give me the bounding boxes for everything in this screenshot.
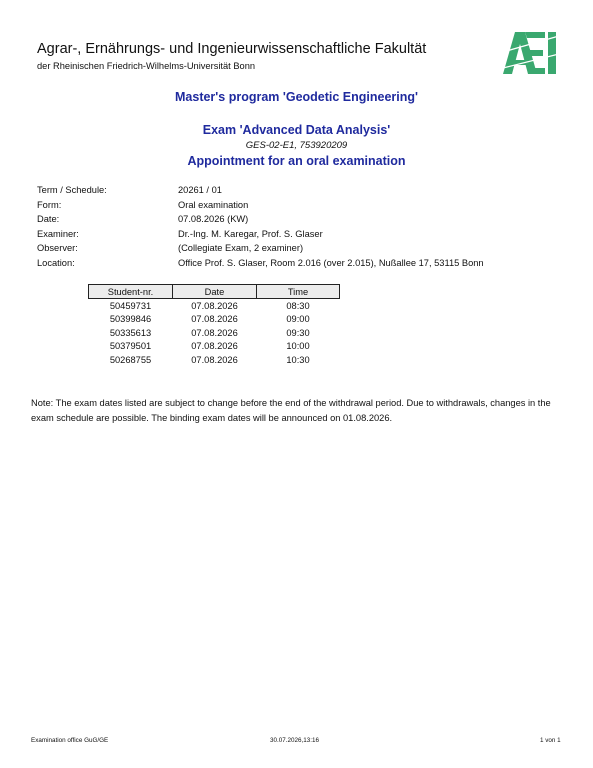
time-cell: 10:30 [286,354,310,365]
info-label: Location: [37,257,75,268]
info-label: Examiner: [37,228,79,239]
schedule-table [88,284,340,367]
table-row [89,353,340,367]
info-value: 20261 / 01 [178,185,222,195]
info-label: Term / Schedule: [37,185,107,195]
time-cell: 09:00 [286,314,310,325]
student-nr-cell: 50335613 [109,327,152,338]
schedule-header-row [89,285,340,299]
change-notice: Note: The exam dates listed are subject to change before the end of the withdrawal period. Due to withdrawals, changes in the exam schedule are possible. The binding exam dates will be announced on 01.08.2026. [31,398,551,423]
faculty-logo [503,32,559,74]
footer-page-number: 1 von 1 [540,737,561,744]
time-cell: 10:00 [286,341,310,352]
student-nr-cell: 50379501 [109,341,152,352]
date-cell: 07.08.2026 [191,300,238,311]
table-row [89,299,340,313]
university-subtitle: der Rheinischen Friedrich-Wilhelms-Universität Bonn [37,61,256,71]
column-header-time: Time [257,285,340,299]
exam-code: GES-02-E1, 753920209 [245,140,348,151]
date-cell: 07.08.2026 [191,341,238,352]
student-nr-cell: 50268755 [109,354,152,365]
student-nr-cell: 50399846 [109,314,152,325]
student-nr-cell: 50459731 [109,300,152,311]
time-cell: 08:30 [286,300,310,311]
footer-office: Examination office GuG/GE [31,737,109,744]
faculty-title: Agrar-, Ernährungs- und Ingenieurwissenschaftliche Fakultät [37,41,427,57]
table-row [89,340,340,354]
table-row [89,326,340,340]
appointment-title: Appointment for an oral examination [187,154,406,168]
info-label: Date: [37,214,60,225]
time-cell: 09:30 [286,327,310,338]
info-value: Dr.-Ing. M. Karegar, Prof. S. Glaser [178,228,323,239]
info-value: Oral examination [178,199,249,210]
column-header-date: Date [173,285,257,299]
column-header-student-nr: Student-nr. [89,285,173,299]
date-cell: 07.08.2026 [191,314,238,325]
info-value: 07.08.2026 (KW) [178,214,249,225]
table-row [89,313,340,327]
info-value: Office Prof. S. Glaser, Room 2.016 (over 2.015), Nußallee 17, 53115 Bonn [178,257,484,268]
date-cell: 07.08.2026 [191,327,238,338]
info-label: Form: [37,199,62,210]
info-value: (Collegiate Exam, 2 examiner) [178,243,304,254]
program-title: Master's program 'Geodetic Engineering' [175,90,418,104]
footer-timestamp: 30.07.2026,13:16 [270,737,320,744]
date-cell: 07.08.2026 [191,354,238,365]
info-label: Observer: [37,243,78,254]
exam-title: Exam 'Advanced Data Analysis' [202,123,391,137]
